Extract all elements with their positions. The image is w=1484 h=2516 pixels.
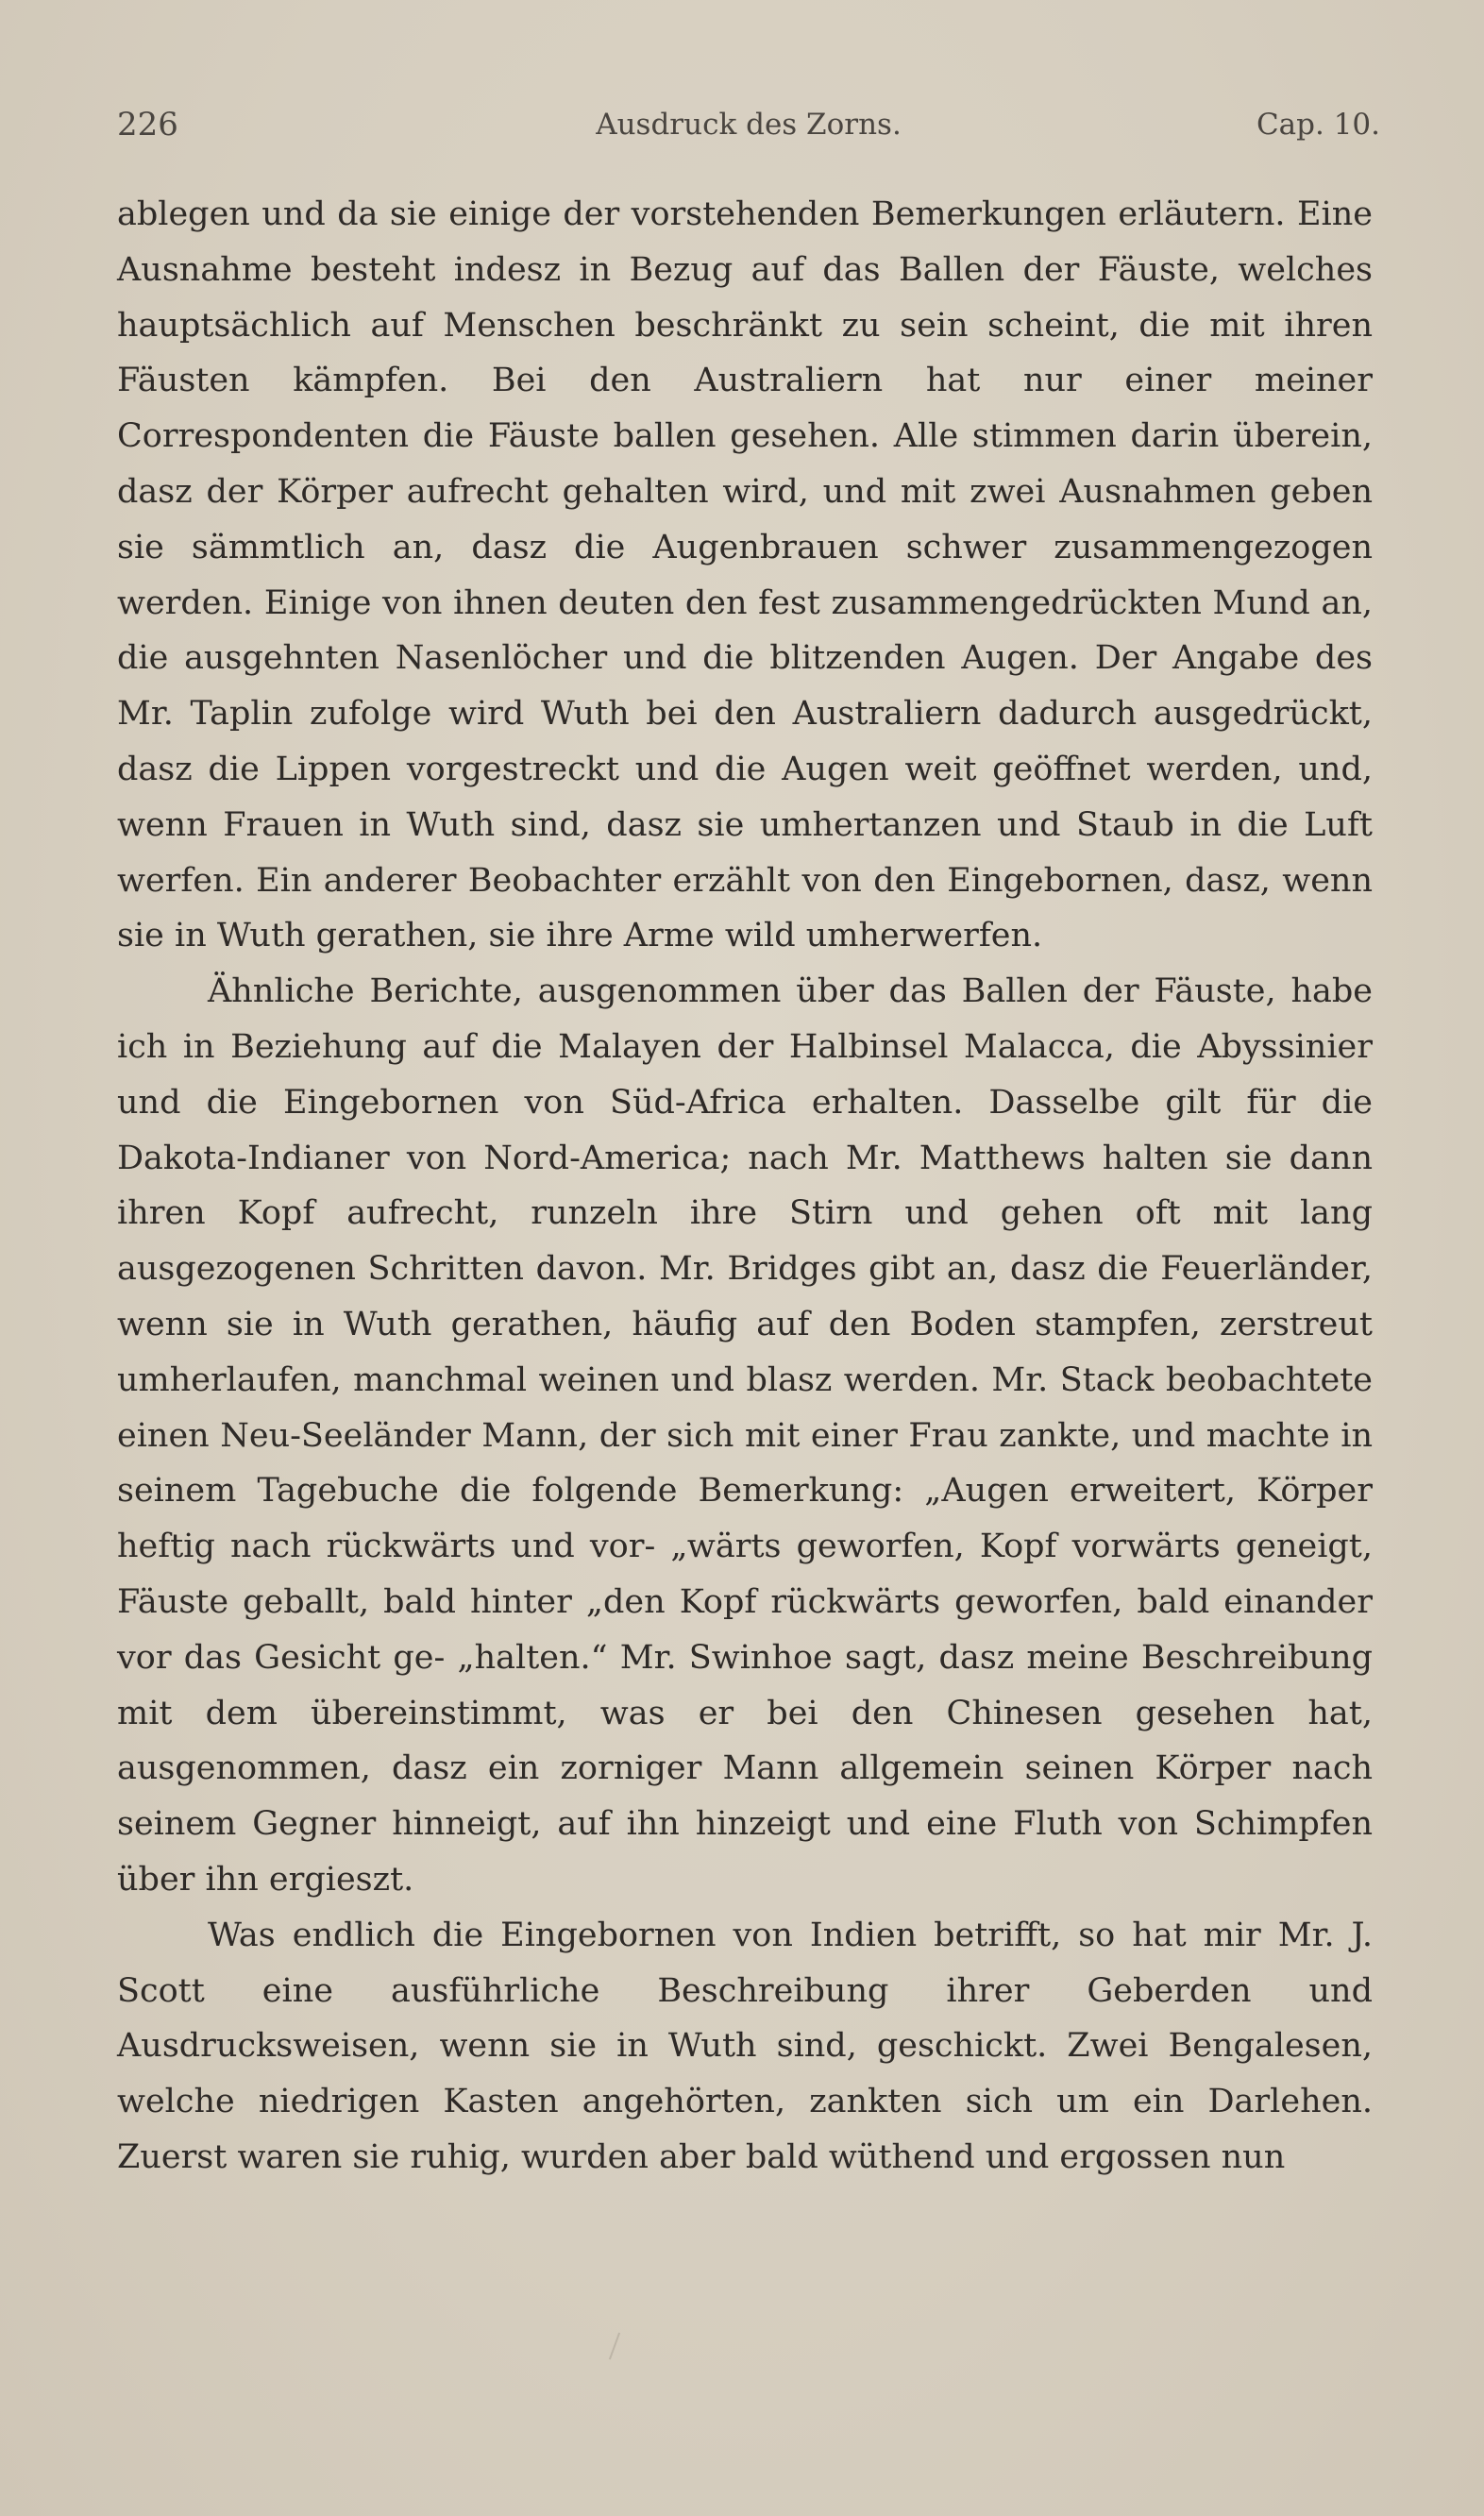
page-number: 226 (117, 106, 178, 144)
chapter-label: Cap. 10. (1256, 108, 1380, 142)
paragraph-1: ablegen und da sie einige der vorstehenden Bemerkungen erläutern. Eine Ausnahme besteht indesz in Bezug auf das Ballen der Fäuste, welches hauptsächlich auf Menschen beschränkt zu sein scheint, die mit ihren Fäusten kämpfen. Bei den Australiern hat nur einer meiner Correspondenten die Fäuste ballen gesehen. Alle stimmen darin überein, dasz der Körper aufrecht gehalten wird, und mit zwei Ausnahmen geben sie sämmtlich an, dasz die Augenbrauen schwer zusammengezogen werden. Einige von ihnen deuten den fest zusammengedrückten Mund an, die ausgehnten Nasenlöcher und die blitzenden Augen. Der Angabe des Mr. Taplin zufolge wird Wuth bei den Australiern dadurch ausgedrückt, dasz die Lippen vorgestreckt und die Augen weit geöffnet werden, und, wenn Frauen in Wuth sind, dasz sie umhertanzen und Staub in die Luft werfen. Ein anderer Beobachter erzählt von den Eingebornen, dasz, wenn sie in Wuth gerathen, sie ihre Arme wild umherwerfen. (117, 195, 1373, 955)
paragraph-2: Ähnliche Berichte, ausgenommen über das Ballen der Fäuste, habe ich in Beziehung auf die Malayen der Halbinsel Malacca, die Abyssinier und die Eingebornen von Süd-Africa erhalten. Dasselbe gilt für die Dakota-Indianer von Nord-America; nach Mr. Matthews halten sie dann ihren Kopf aufrecht, runzeln ihre Stirn und gehen oft mit lang ausgezogenen Schritten davon. Mr. Bridges gibt an, dasz die Feuerländer, wenn sie in Wuth gerathen, häufig auf den Boden stampfen, zerstreut umherlaufen, manchmal weinen und blasz werden. Mr. Stack beobachtete einen Neu-Seeländer Mann, der sich mit einer Frau zankte, und machte in seinem Tagebuche die folgende Bemerkung: „Augen erweitert, Körper heftig nach rückwärts und vor- „wärts geworfen, Kopf vorwärts geneigt, Fäuste geballt, bald hinter „den Kopf rückwärts geworfen, bald einander vor das Gesicht ge- „halten.“ Mr. Swinhoe sagt, dasz meine Beschreibung mit dem übereinstimmt, was er bei den Chinesen gesehen hat, ausgenommen, dasz ein zorniger Mann allgemein seinen Körper nach seinem Gegner hinneigt, auf ihn hinzeigt und eine Fluth von Schimpfen über ihn ergieszt. (117, 972, 1373, 1899)
page-header (117, 106, 1380, 153)
paragraph-3: Was endlich die Eingebornen von Indien betrifft, so hat mir Mr. J. Scott eine ausführliche Beschreibung ihrer Geberden und Ausdrucksweisen, wenn sie in Wuth sind, geschickt. Zwei Bengalesen, welche niedrigen Kasten angehörten, zankten sich um ein Darlehen. Zuerst waren sie ruhig, wurden aber bald wüthend und ergossen nun (117, 1916, 1373, 2176)
paper-mark (609, 2333, 620, 2360)
body-text (117, 187, 1373, 2186)
running-title: Ausdruck des Zorns. (596, 108, 902, 142)
